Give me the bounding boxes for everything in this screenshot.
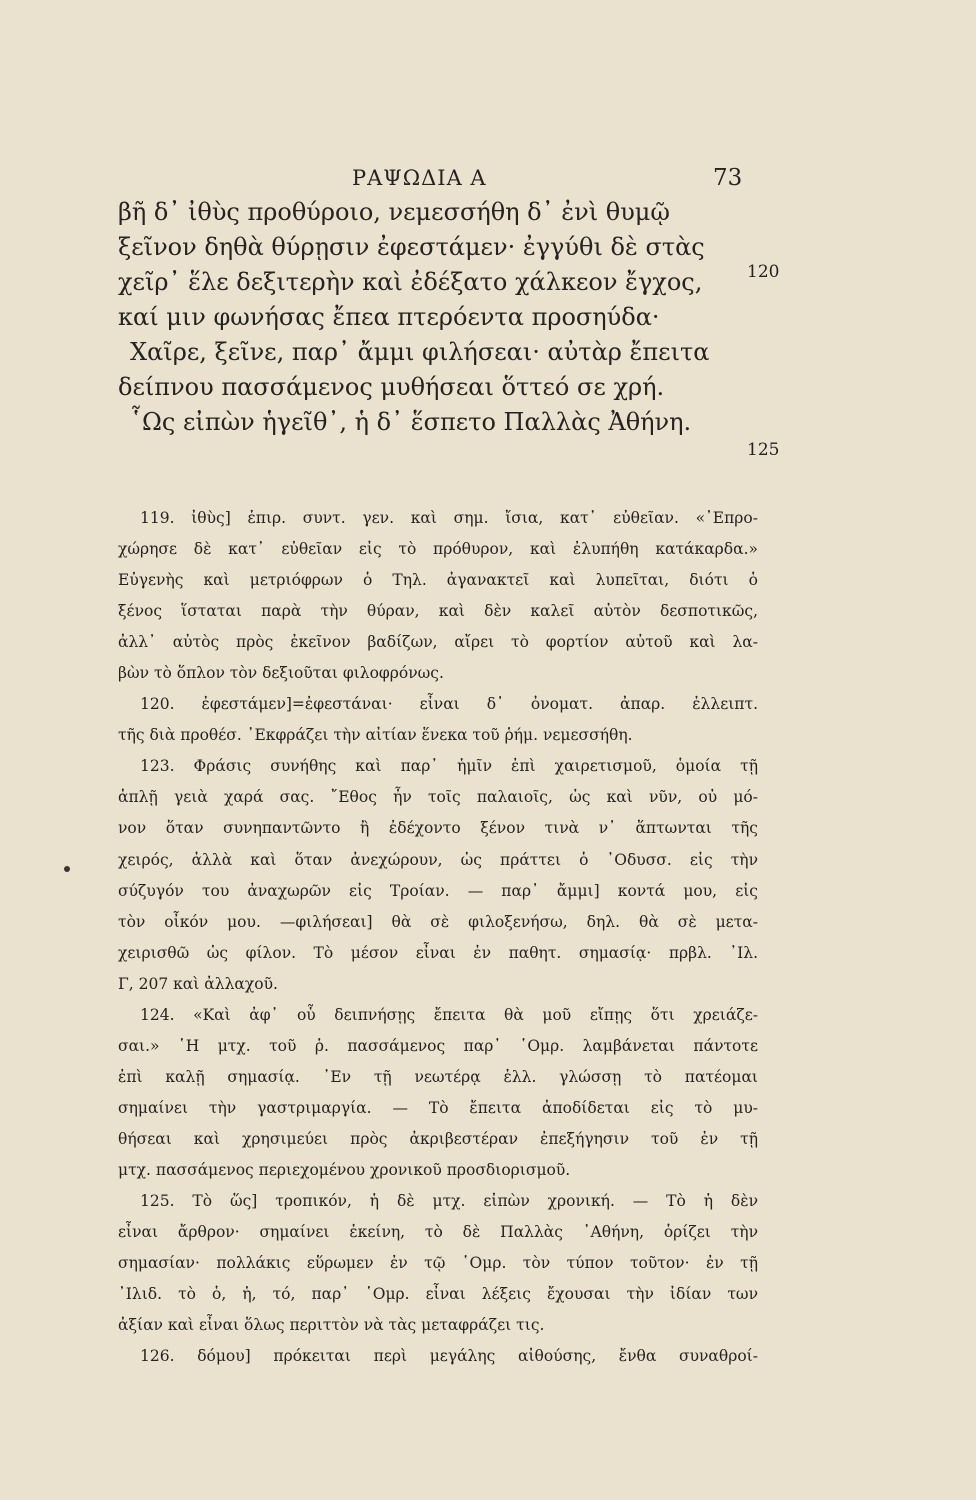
note-line: 120. ἐφεστάμεν]=ἐφεστάναι· εἶναι δ᾽ ὀνοματ. ἀπαρ. ἐλλειπτ. [140, 695, 758, 714]
note-line: 123. Φράσις συνήθης καὶ παρ᾽ ἡμῖν ἐπὶ χαιρετισμοῦ, ὁμοία τῇ [140, 757, 758, 776]
note-line: Εὐγενὴς καὶ μετριόφρων ὁ Τηλ. ἀγανακτεῖ καὶ λυπεῖται, διότι ὁ [118, 571, 758, 590]
page-header-title: ΡΑΨΩΔΙΑ Α [352, 166, 487, 190]
commentary-block [118, 503, 758, 1372]
note-line: χειρός, ἀλλὰ καὶ ὅταν ἀνεχώρουν, ὡς πράττει ὁ ᾽Οδυσσ. εἰς τὴν [118, 850, 758, 869]
line-number-120: 120 [747, 262, 780, 282]
verse-block [118, 195, 758, 440]
note-line: νον ὅταν συνηπαντῶντο ἢ ἐδέχοντο ξένον τινὰ ν᾽ ἅπτωνται τῆς [118, 819, 758, 838]
note-line: βὼν τὸ ὅπλον τὸν δεξιοῦται φιλοφρόνως. [118, 664, 444, 683]
note-line: χώρησε δὲ κατ᾽ εὐθεῖαν εἰς τὸ πρόθυρον, καὶ ἐλυπήθη κατάκαρδα.» [118, 540, 758, 559]
note-line: 119. ἰθὺς] ἐπιρ. συντ. γεν. καὶ σημ. ἴσια, κατ᾽ εὐθεῖαν. «᾽Επρο- [140, 509, 758, 527]
note-line: 125. Τὸ ὥς] τροπικόν, ἡ δὲ μτχ. εἰπὼν χρονική. — Τὸ ἡ δὲν [140, 1192, 758, 1211]
verse-line: ξεῖνον δηθὰ θύρῃσιν ἐφεστάμεν· ἐγγύθι δὲ στὰς [118, 233, 705, 261]
note-line: 126. δόμου] πρόκειται περὶ μεγάλης αἰθούσης, ἔνθα συναθροί- [140, 1347, 758, 1366]
verse-line: δείπνου πασσάμενος μυθήσεαι ὅττεό σε χρή. [118, 373, 665, 401]
note-line: ἁπλῇ γειὰ χαρά σας. ῎Εθος ἦν τοῖς παλαιοῖς, ὡς καὶ νῦν, οὐ μό- [118, 788, 758, 807]
note-line: ἀξίαν καὶ εἶναι ὅλως περιττὸν νὰ τὰς μεταφράζει τις. [118, 1316, 545, 1335]
note-line: τὸν οἶκόν μου. —φιλήσεαι] θὰ σὲ φιλοξενήσω, δηλ. θὰ σὲ μετα- [118, 912, 758, 931]
note-line: σημασίαν· πολλάκις εὕρωμεν ἐν τῷ ῾Ομρ. τὸν τύπον τοῦτον· ἐν τῇ [118, 1254, 758, 1273]
verse-line: Χαῖρε, ξεῖνε, παρ᾽ ἄμμι φιλήσεαι· αὐτὰρ ἔπειτα [130, 338, 710, 366]
verse-line: βῆ δ᾽ ἰθὺς προθύροιο, νεμεσσήθη δ᾽ ἐνὶ θυμῷ [118, 198, 670, 226]
verse-line: χεῖρ᾽ ἕλε δεξιτερὴν καὶ ἐδέξατο χάλκεον ἔγχος, [118, 268, 703, 296]
note-line: ξένος ἵσταται παρὰ τὴν θύραν, καὶ δὲν καλεῖ αὐτὸν δεσποτικῶς, [118, 602, 758, 621]
note-line: σύζυγόν του ἀναχωρῶν εἰς Τροίαν. — παρ᾽ ἄμμι] κοντά μου, εἰς [118, 881, 758, 900]
margin-dot [64, 866, 70, 872]
note-line: μτχ. πασσάμενος περιεχομένου χρονικοῦ προσδιορισμοῦ. [118, 1160, 571, 1179]
note-line: Γ, 207 καὶ ἀλλαχοῦ. [118, 974, 278, 993]
note-line: τῆς διὰ προθέσ. ᾽Εκφράζει τὴν αἰτίαν ἕνεκα τοῦ ῥήμ. νεμεσσήθη. [118, 726, 633, 745]
verse-line: ῟Ως εἰπὼν ἡγεῖθ᾽, ἡ δ᾽ ἕσπετο Παλλὰς Ἀθήνη. [130, 408, 692, 436]
page-number: 73 [713, 165, 743, 191]
note-line: θήσεαι καὶ χρησιμεύει πρὸς ἀκριβεστέραν ἐπεξήγησιν τοῦ ἐν τῇ [118, 1129, 758, 1148]
note-line: σαι.» ῾Η μτχ. τοῦ ῥ. πασσάμενος παρ᾽ ῾Ομρ. λαμβάνεται πάντοτε [118, 1036, 758, 1055]
note-line: ἐπὶ καλῇ σημασίᾳ. ᾽Εν τῇ νεωτέρᾳ ἑλλ. γλώσσῃ τὸ πατέομαι [118, 1067, 758, 1086]
verse-line: καί μιν φωνήσας ἔπεα πτερόεντα προσηύδα· [118, 303, 660, 331]
note-line: χειρισθῶ ὡς φίλον. Τὸ μέσον εἶναι ἐν παθητ. σημασίᾳ· πρβλ. ᾽Ιλ. [118, 943, 758, 962]
note-line: σημαίνει τὴν γαστριμαργία. — Τὸ ἔπειτα ἀποδίδεται εἰς τὸ μυ- [118, 1098, 758, 1117]
note-line: 124. «Καὶ ἀφ᾽ οὗ δειπνήσῃς ἔπειτα θὰ μοῦ εἴπῃς ὅτι χρειάζε- [140, 1005, 758, 1024]
note-line: εἶναι ἄρθρον· σημαίνει ἐκείνη, τὸ δὲ Παλλὰς ᾽Αθήνη, ὁρίζει τὴν [118, 1223, 758, 1242]
note-line: ᾽Ιλιδ. τὸ ὁ, ἡ, τό, παρ᾽ ῾Ομρ. εἶναι λέξεις ἔχουσαι τὴν ἰδίαν των [118, 1285, 758, 1304]
note-line: ἀλλ᾽ αὐτὸς πρὸς ἐκεῖνον βαδίζων, αἴρει τὸ φορτίον αὐτοῦ καὶ λα- [118, 633, 758, 652]
line-number-125: 125 [747, 440, 780, 460]
